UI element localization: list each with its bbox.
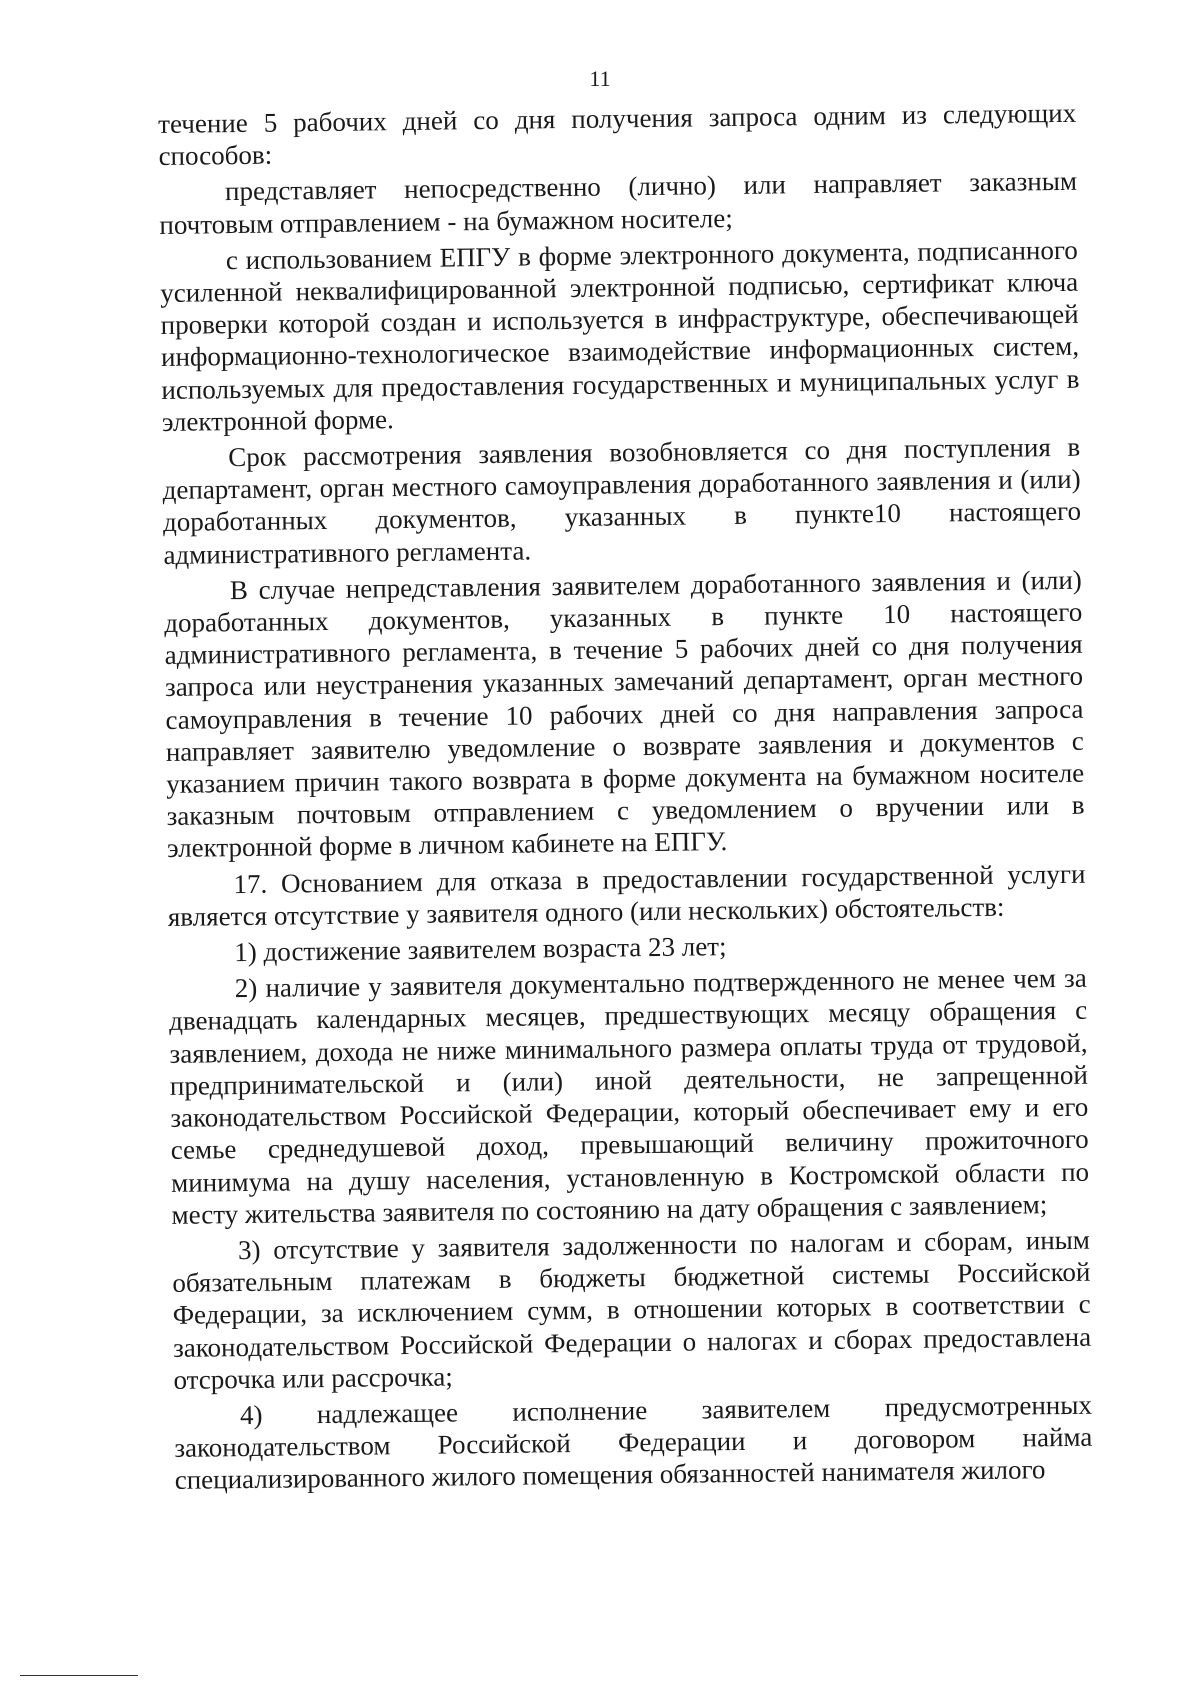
page-number: 11 [589, 66, 611, 91]
list-item-1: 1) достижение заявителем возраста 23 лет; [234, 931, 727, 968]
paragraph-continuation: течение 5 рабочих дней со дня получения запроса одним из следующих способов: [158, 97, 1077, 172]
list-item-4: 4) надлежащее исполнение заявителем предусмотренных законодательством Российской Федерации и договором найма специализированного жилого помещения обязанностей нанимателя жилого [174, 1389, 1093, 1496]
paragraph-review-term: Срок рассмотрения заявления возобновляется со дня поступления в департамент, орган местного самоуправления доработанного заявления и (или) доработанных документов, указанных в пункте10 настоящего административного регламента. [162, 431, 1082, 570]
list-item-2: 2) наличие у заявителя документально подтвержденного не менее чем за двенадцать календарных месяцев, предшествующих месяцу обращения с заявлением, дохода не ниже минимального размера оплаты труда от трудовой, предпринимательской и (или) иной деятельности, не запрещенной законодательством Российской Федерации, который обеспечивает ему и его семье среднедушевой доход, превышающий величину прожиточного минимума на душу населения, установленную в Костромской области по месту жительства заявителя по состоянию на дату обращения с заявлением; [168, 963, 1090, 1230]
footnote-separator-line [20, 1675, 138, 1676]
paragraph-paper-delivery: представляет непосредственно (лично) или направляет заказным почтовым отправлением - на бумажном носителе; [159, 166, 1078, 240]
paragraph-epgu-electronic: с использованием ЕПГУ в форме электронного документа, подписанного усиленной неквалифицированной электронной подписью, сертификат ключа проверки которой создан и используется в инфраструктуре, обеспечивающей информационно-технологическое взаимодействие информационных систем, используемых для предоставления государственных и муниципальных услуг в электронной форме. [160, 234, 1080, 437]
list-item-3: 3) отсутствие у заявителя задолженности по налогам и сборам, иным обязательным платежам в бюджеты бюджетной системы Российской Федерации, за исключением сумм, в отношении которых в соответствии с законодательством Российской Федерации о налогах и сборах предоставлена отсрочка или рассрочка; [172, 1224, 1092, 1395]
paragraph-return-notice: В случае непредставления заявителем доработанного заявления и (или) доработанных документов, указанных в пункте 10 настоящего административного регламента, в течение 5 рабочих дней со дня получения запроса или неустранения указанных замечаний департамент, орган местного самоуправления в течение 10 рабочих дней со дня направления запроса направляет заявителю уведомление о возврате заявления и документов с указанием причин такого возврата в форме документа на бумажном носителе заказным почтовым отправлением с уведомлением о вручении или в электронной форме в личном кабинете на ЕПГУ. [164, 564, 1085, 864]
paragraph-refusal-grounds: 17. Основанием для отказа в предоставлении государственной услуги является отсутствие у заявителя одного (или нескольких) обстоятельств: [167, 858, 1086, 932]
document-body [158, 97, 1093, 1501]
